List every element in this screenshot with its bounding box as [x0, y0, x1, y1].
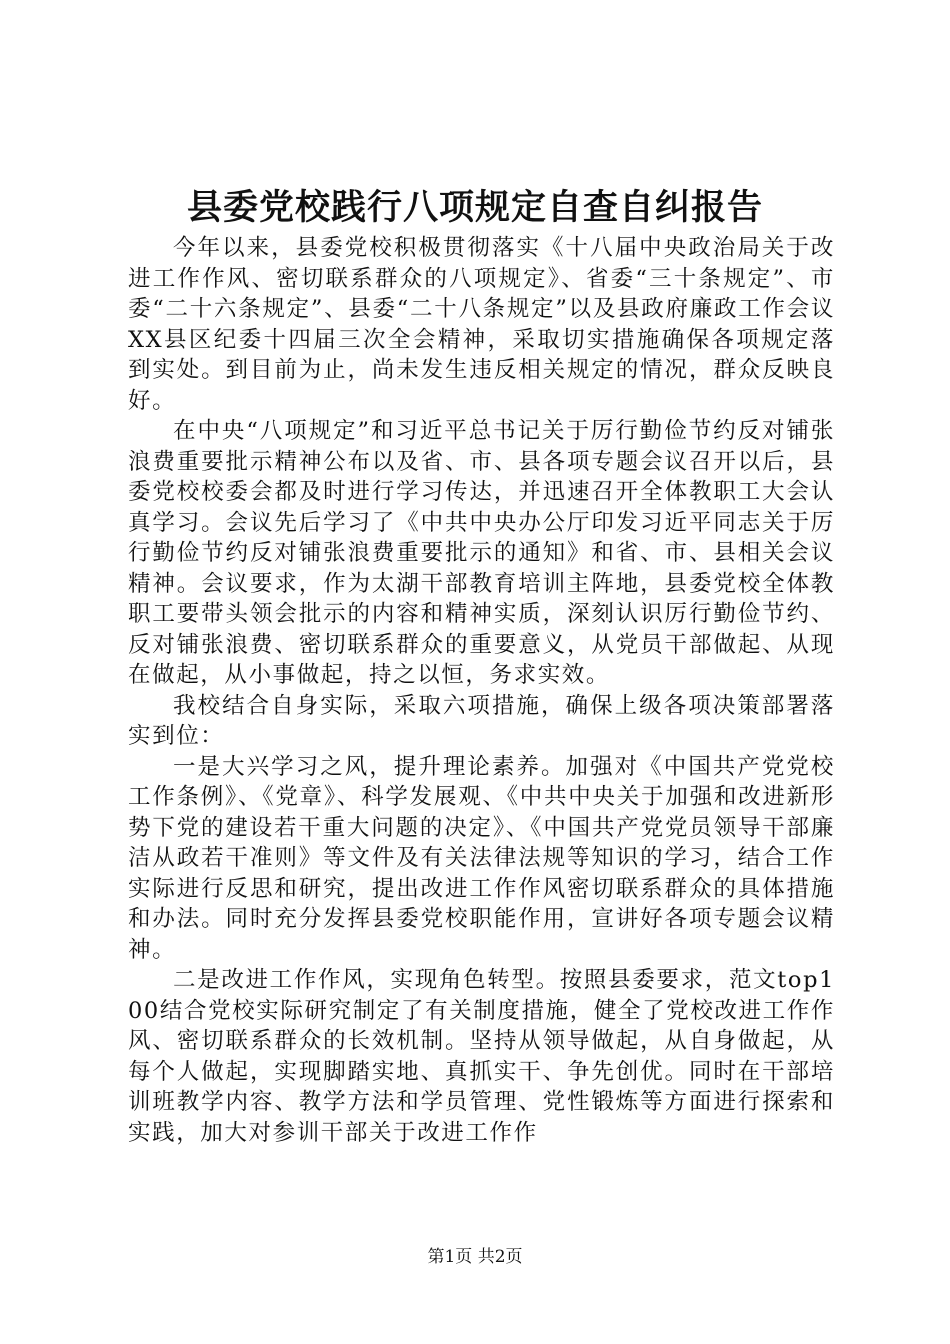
page-footer: 第1页 共2页 [427, 1247, 523, 1267]
document-title: 县委党校践行八项规定自查自纠报告 [186, 187, 763, 228]
paragraph-measures-intro: 我校结合自身实际，采取六项措施，确保上级各项决策部署落实到位： [128, 692, 835, 749]
paragraph-meeting: 在中央“八项规定”和习近平总书记关于厉行勤俭节约反对铺张浪费重要批示精神公布以及省、市、县各项专题会议召开以后，县委党校校委会都及时进行学习传达，并迅速召开全体教职工大会认真学习。会议先后学习了《中共中央办公厅印发习近平同志关于厉行勤俭节约反对铺张浪费重要批示的通知》和省、市、县相关会议精神。会议要求，作为太湖干部教育培训主阵地，县委党校全体教职工要带头领会批示的内容和精神实质，深刻认识厉行勤俭节约、反对铺张浪费、密切联系群众的重要意义，从党员干部做起、从现在做起，从小事做起，持之以恒，务求实效。 [128, 418, 835, 688]
paragraph-measure-one: 一是大兴学习之风，提升理论素养。加强对《中国共产党党校工作条例》、《党章》、科学发展观、《中共中央关于加强和改进新形势下党的建设若干重大问题的决定》、《中国共产党党员领导干部廉洁从政若干准则》等文件及有关法律法规等知识的学习，结合工作实际进行反思和研究，提出改进工作作风密切联系群众的具体措施和办法。同时充分发挥县委党校职能作用，宣讲好各项专题会议精神。 [128, 753, 835, 963]
document-body [128, 233, 835, 1148]
paragraph-intro: 今年以来，县委党校积极贯彻落实《十八届中央政治局关于改进工作作风、密切联系群众的八项规定》、省委“三十条规定”、市委“二十六条规定”、县委“二十八条规定”以及县政府廉政工作会议XX县区纪委十四届三次全会精神，采取切实措施确保各项规定落到实处。到目前为止，尚未发生违反相关规定的情况，群众反映良好。 [128, 235, 835, 414]
paragraph-measure-two: 二是改进工作作风，实现角色转型。按照县委要求，范文top100结合党校实际研究制定了有关制度措施，健全了党校改进工作作风、密切联系群众的长效机制。坚持从领导做起，从自身做起，从每个人做起，实现脚踏实地、真抓实干、争先创优。同时在干部培训班教学内容、教学方法和学员管理、党性锻炼等方面进行探索和实践，加大对参训干部关于改进工作作 [128, 967, 835, 1146]
